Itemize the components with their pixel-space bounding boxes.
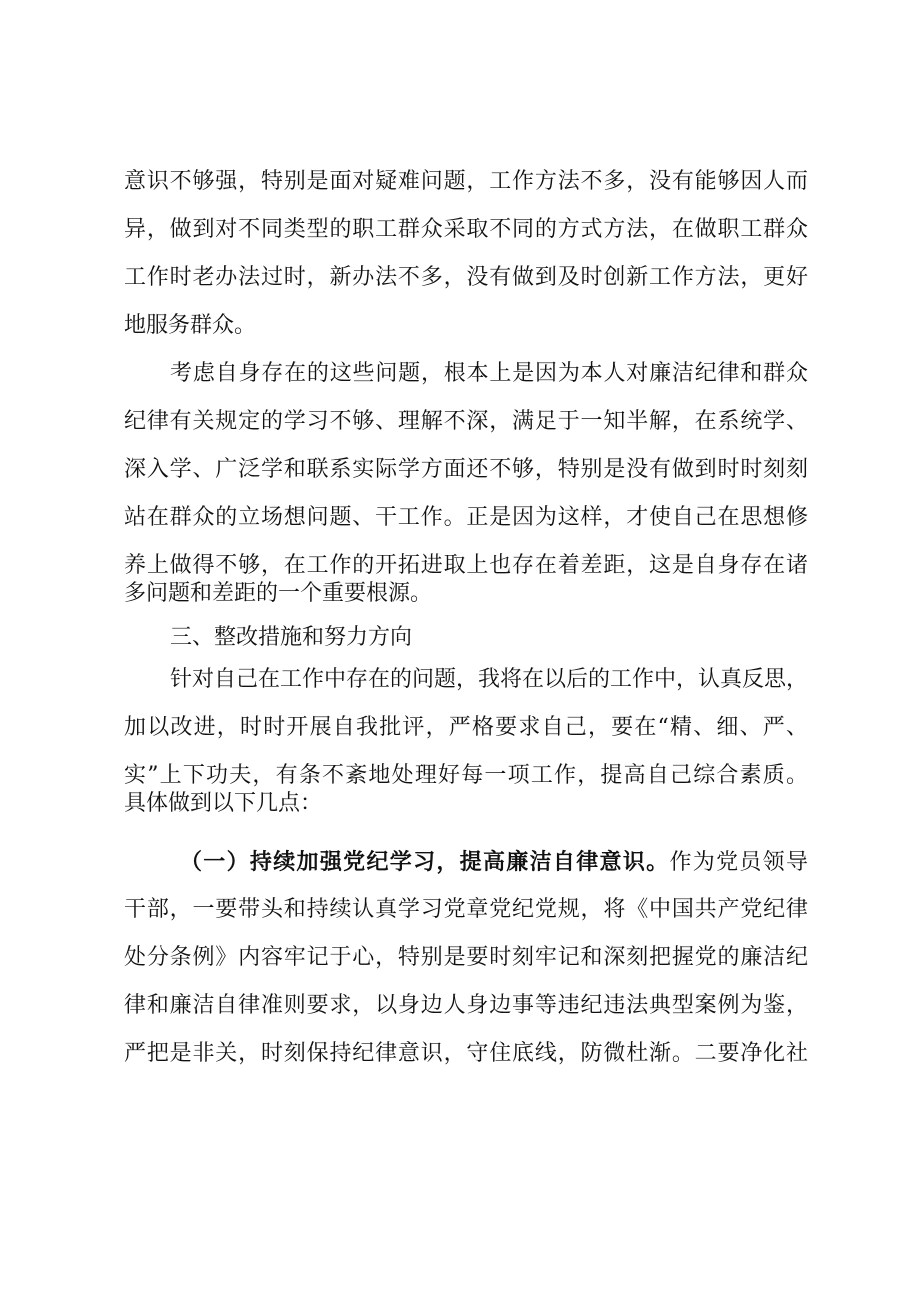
paragraph-2-line-6: 多问题和差距的一个重要根源。 xyxy=(124,581,433,606)
paragraph-1-line-3: 工作时老办法过时，新办法不多，没有做到及时创新工作方法，更好 xyxy=(124,265,808,290)
section-heading-3: 三、整改措施和努力方向 xyxy=(170,625,413,650)
paragraph-1-line-4: 地服务群众。 xyxy=(124,313,257,338)
paragraph-4-line-2: 干部，一要带头和持续认真学习党章党纪党规，将《中国共产党纪律 xyxy=(124,897,808,922)
paragraph-2-line-4: 站在群众的立场想问题、干工作。正是因为这样，才使自己在思想修 xyxy=(124,505,808,530)
paragraph-1-line-1: 意识不够强，特别是面对疑难问题，工作方法不多，没有能够因人而 xyxy=(124,169,808,194)
paragraph-4-line-4: 律和廉洁自律准则要求，以身边人身边事等违纪违法典型案例为鉴， xyxy=(124,993,808,1018)
paragraph-1-line-2: 异，做到对不同类型的职工群众采取不同的方式方法，在做职工群众 xyxy=(124,217,808,242)
paragraph-4-line-1 xyxy=(180,842,808,882)
paragraph-3-line-1: 针对自己在工作中存在的问题，我将在以后的工作中，认真反思， xyxy=(170,667,808,692)
paragraph-4-bold-lead: （一）持续加强党纪学习，提高廉洁自律意识。 xyxy=(180,849,670,875)
paragraph-4-first-rest: 作为党员领导 xyxy=(669,850,808,875)
paragraph-2-line-3: 深入学、广泛学和联系实际学方面还不够，特别是没有做到时时刻刻 xyxy=(124,457,808,482)
paragraph-4-line-3: 处分条例》内容牢记于心，特别是要时刻牢记和深刻把握党的廉洁纪 xyxy=(124,945,808,970)
paragraph-3-line-4: 具体做到以下几点： xyxy=(124,791,323,816)
paragraph-2-line-1: 考虑自身存在的这些问题，根本上是因为本人对廉洁纪律和群众 xyxy=(170,361,808,386)
paragraph-4-line-5: 严把是非关，时刻保持纪律意识，守住底线，防微杜渐。二要净化社 xyxy=(124,1041,808,1066)
paragraph-2-line-2: 纪律有关规定的学习不够、理解不深，满足于一知半解，在系统学、 xyxy=(124,409,808,434)
paragraph-3-line-3: 实”上下功夫，有条不紊地处理好每一项工作，提高自己综合素质。 xyxy=(124,763,808,788)
paragraph-3-line-2: 加以改进，时时开展自我批评，严格要求自己，要在“精、细、严、 xyxy=(124,715,808,740)
paragraph-2-line-5: 养上做得不够，在工作的开拓进取上也存在着差距，这是自身存在诸 xyxy=(124,553,808,578)
